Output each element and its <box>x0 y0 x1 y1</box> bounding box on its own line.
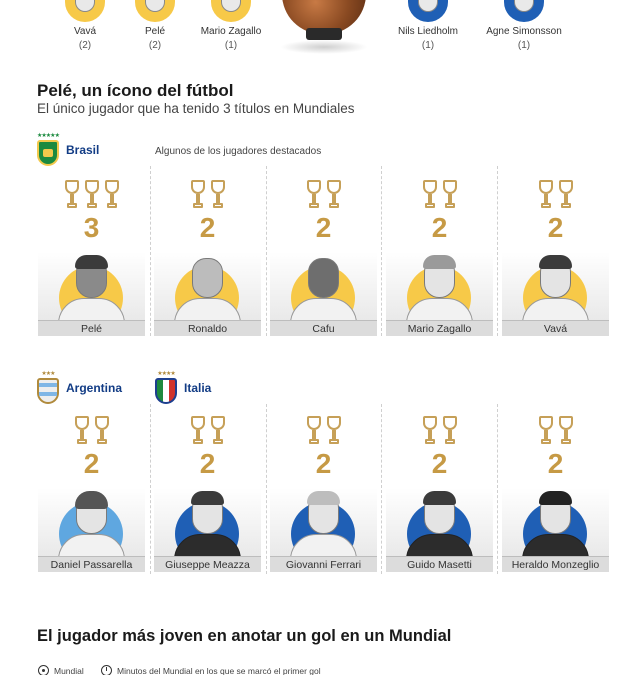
legend-label: Mundial <box>54 665 84 675</box>
trophy-icons <box>270 416 377 446</box>
trophy-icons <box>154 180 261 210</box>
trophy-icons <box>270 180 377 210</box>
youngest-scorer-title: El jugador más joven en anotar un gol en un Mundial <box>37 627 452 645</box>
highlighted-players-note: Algunos de los jugadores destacados <box>155 146 322 157</box>
football-ball-image <box>278 0 370 50</box>
trophy-icon <box>75 416 89 446</box>
title-count: 2 <box>199 448 216 479</box>
player-name: Heraldo Monzeglio <box>502 556 609 572</box>
title-count: 2 <box>547 212 564 243</box>
trophy-icons <box>154 416 261 446</box>
top-player-count: (2) <box>78 40 92 51</box>
team-name: Argentina <box>66 381 123 395</box>
player-portrait <box>154 488 261 556</box>
trophy-icon <box>211 416 225 446</box>
team-name: Brasil <box>66 143 100 157</box>
section-subtitle: El único jugador que ha tenido 3 títulos en Mundiales <box>37 101 355 116</box>
top-player-count: (2) <box>148 40 162 51</box>
top-player-count: (1) <box>421 40 435 51</box>
trophy-icon <box>539 416 553 446</box>
stopwatch-icon <box>101 665 112 675</box>
team-label-brasil <box>35 130 99 170</box>
trophy-icon <box>539 180 553 210</box>
trophy-icon <box>105 180 119 210</box>
player-name: Ronaldo <box>154 320 261 336</box>
player-card <box>502 166 609 336</box>
trophy-icon <box>423 180 437 210</box>
title-count: 2 <box>199 212 216 243</box>
player-portrait <box>386 488 493 556</box>
player-card <box>38 402 145 572</box>
title-count: 2 <box>431 212 448 243</box>
trophy-icon <box>327 416 341 446</box>
player-portrait <box>38 252 145 320</box>
player-name: Giovanni Ferrari <box>270 556 377 572</box>
title-count: 2 <box>83 448 100 479</box>
player-name: Daniel Passarella <box>38 556 145 572</box>
trophy-icons <box>38 416 145 446</box>
top-player-name: Agne Simonsson <box>486 26 562 37</box>
player-portrait <box>270 488 377 556</box>
player-card <box>154 402 261 572</box>
player-portrait <box>270 252 377 320</box>
player-portrait <box>211 0 251 22</box>
trophy-icons <box>386 416 493 446</box>
player-card <box>270 166 377 336</box>
top-player-name: Mario Zagallo <box>200 26 262 37</box>
player-name: Giuseppe Meazza <box>154 556 261 572</box>
player-portrait <box>386 252 493 320</box>
trophy-icon <box>191 416 205 446</box>
title-count: 2 <box>547 448 564 479</box>
player-card <box>38 166 145 336</box>
soccer-ball-icon <box>38 665 49 675</box>
section-title: Pelé, un ícono del fútbol <box>37 81 234 100</box>
team-name: Italia <box>184 381 212 395</box>
italy-crest-icon: ★★★★ <box>153 371 179 405</box>
trophy-icons <box>386 180 493 210</box>
player-card <box>154 166 261 336</box>
player-name: Vavá <box>502 320 609 336</box>
trophy-icon <box>307 416 321 446</box>
trophy-icon <box>443 180 457 210</box>
trophy-icon <box>191 180 205 210</box>
player-card <box>386 166 493 336</box>
top-player-name: Pelé <box>144 26 165 37</box>
trophy-icon <box>307 180 321 210</box>
title-count: 2 <box>315 448 332 479</box>
player-portrait <box>154 252 261 320</box>
legend-minutos <box>101 665 321 675</box>
trophy-icons <box>502 416 609 446</box>
player-name: Pelé <box>38 320 145 336</box>
trophy-icon <box>443 416 457 446</box>
player-portrait <box>502 488 609 556</box>
top-player-name: Vavá <box>73 26 97 37</box>
argentina-crest-icon: ★★★ <box>35 371 61 405</box>
player-name: Mario Zagallo <box>386 320 493 336</box>
player-card <box>270 402 377 572</box>
player-portrait <box>408 0 448 22</box>
trophy-icons <box>38 180 145 210</box>
legend-mundial <box>38 665 84 675</box>
trophy-icon <box>95 416 109 446</box>
player-name: Guido Masetti <box>386 556 493 572</box>
trophy-icon <box>211 180 225 210</box>
player-portrait <box>135 0 175 22</box>
player-portrait <box>38 488 145 556</box>
top-player-count: (1) <box>517 40 531 51</box>
legend-label: Minutos del Mundial en los que se marcó el primer gol <box>117 665 321 675</box>
top-player-count: (1) <box>224 40 238 51</box>
top-player-name: Nils Liedholm <box>397 26 459 37</box>
trophy-icon <box>85 180 99 210</box>
player-name: Cafu <box>270 320 377 336</box>
trophy-icons <box>502 180 609 210</box>
player-card <box>386 402 493 572</box>
trophy-icon <box>327 180 341 210</box>
trophy-icon <box>423 416 437 446</box>
player-card <box>502 402 609 572</box>
top-player-strip <box>0 0 643 62</box>
player-portrait <box>504 0 544 22</box>
brazil-crest-icon: ★★★★★ <box>35 133 61 167</box>
player-portrait <box>502 252 609 320</box>
title-count: 3 <box>83 212 100 243</box>
title-count: 2 <box>431 448 448 479</box>
player-portrait <box>65 0 105 22</box>
trophy-icon <box>559 416 573 446</box>
trophy-icon <box>65 180 79 210</box>
trophy-icon <box>559 180 573 210</box>
title-count: 2 <box>315 212 332 243</box>
